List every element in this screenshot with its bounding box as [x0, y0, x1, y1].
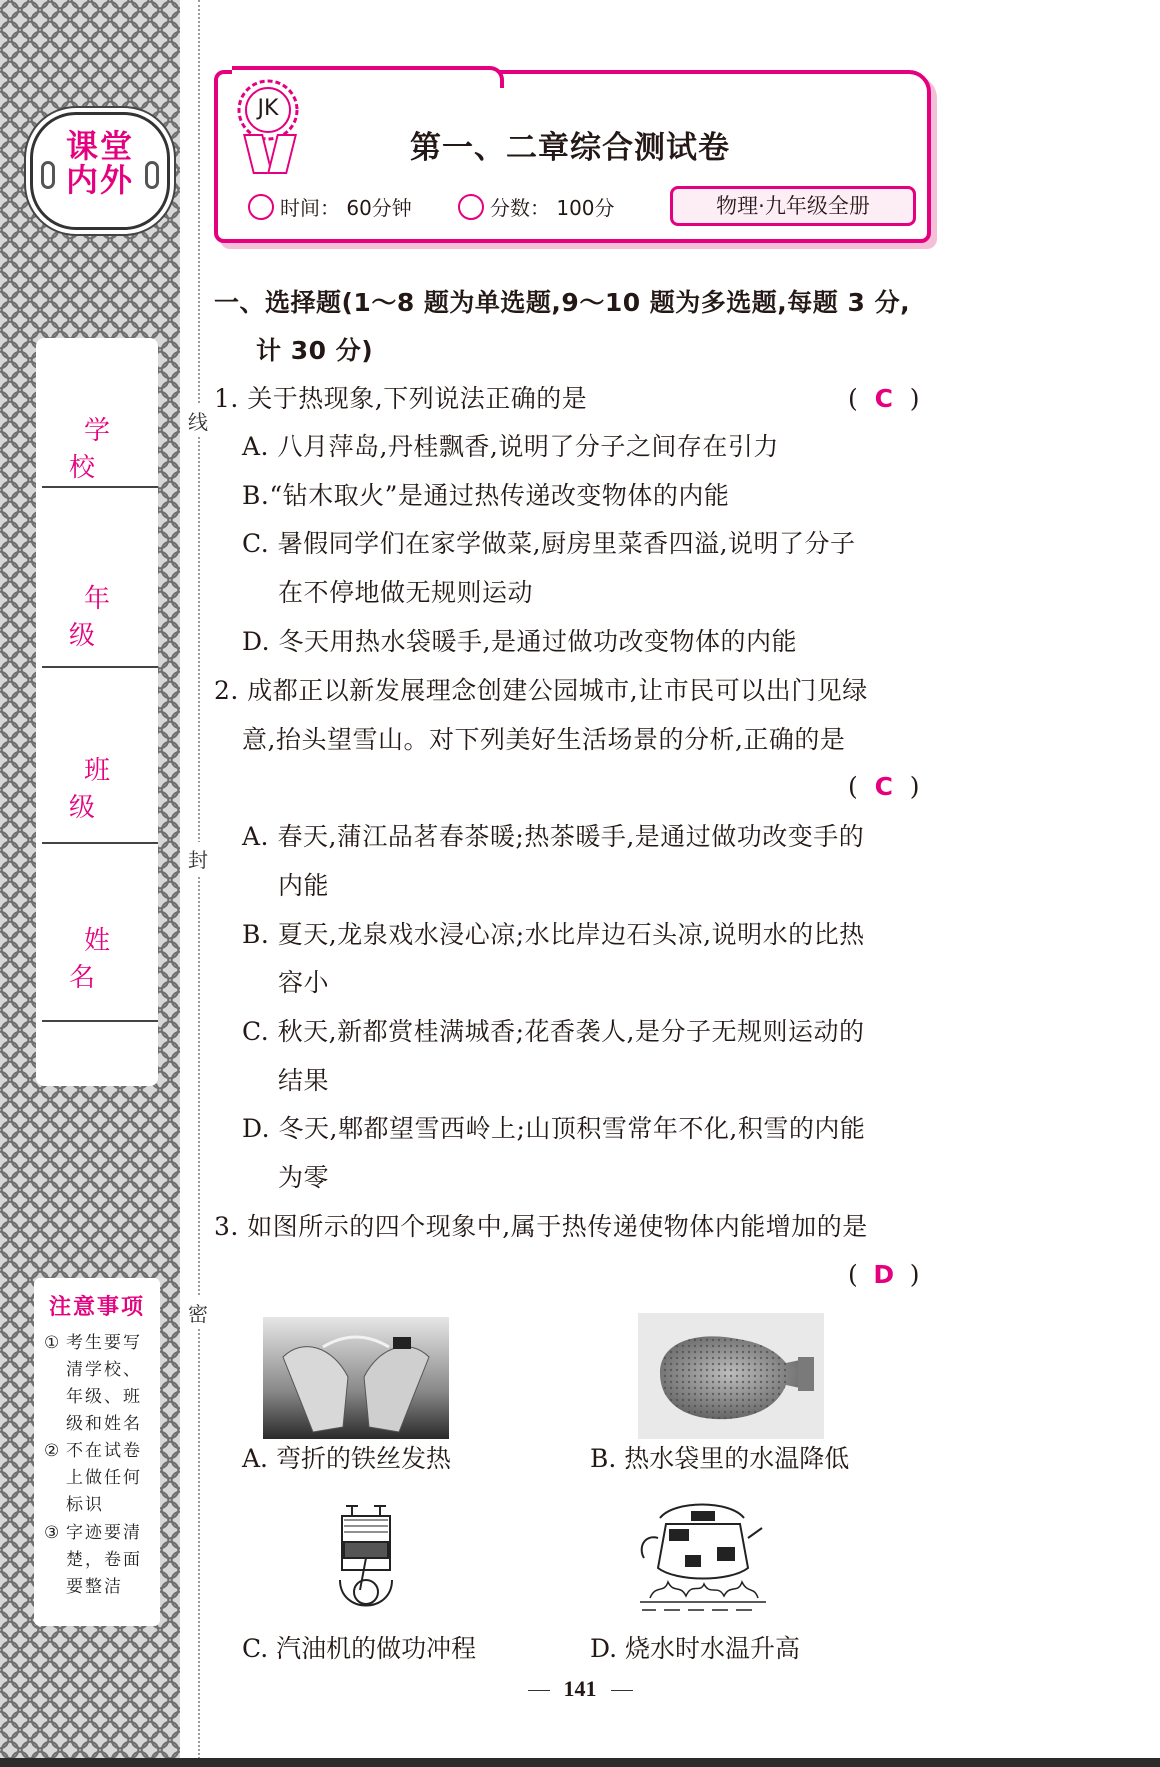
- field-name-label: 姓名: [68, 926, 140, 993]
- question-2-option-c: C. 秋天,新都赏桂满城香;花香袭人,是分子无规则运动的: [242, 1017, 865, 1046]
- page-number-dash-left: [528, 1690, 550, 1691]
- binding-word-line: 线: [188, 404, 208, 437]
- figure-b-caption: B. 热水袋里的水温降低: [590, 1444, 850, 1473]
- notes-title: 注意事项: [48, 1295, 145, 1320]
- figure-c-caption: C. 汽油机的做功冲程: [242, 1634, 477, 1663]
- question-2-answer: ( C ): [848, 772, 920, 801]
- section-heading-line-2: 计 30 分): [256, 336, 374, 365]
- hot-water-bag-photo: [638, 1313, 824, 1439]
- question-2-option-d: D. 冬天,郫都望雪西岭上;山顶积雪常年不化,积雪的内能: [242, 1114, 866, 1143]
- question-2-stem: 2. 成都正以新发展理念创建公园城市,让市民可以出门见绿: [214, 676, 868, 705]
- note-item-3: ③ 字迹要清楚，卷面要整洁: [44, 1523, 142, 1597]
- field-name-line: [42, 1020, 158, 1022]
- bending-wire-photo: [263, 1317, 449, 1439]
- boiling-kettle-diagram: [630, 1498, 776, 1620]
- field-school-line: [42, 486, 158, 488]
- figure-a-caption: A. 弯折的铁丝发热: [242, 1444, 451, 1473]
- question-1-option-c-cont: 在不停地做无规则运动: [278, 578, 534, 607]
- question-1-option-a: A. 八月萍岛,丹桂飘香,说明了分子之间存在引力: [242, 432, 779, 461]
- page-title: 第一、二章综合测试卷: [410, 130, 730, 166]
- question-2-stem-cont: 意,抬头望雪山。对下列美好生活场景的分析,正确的是: [242, 725, 846, 754]
- question-1-option-d: D. 冬天用热水袋暖手,是通过做功改变物体的内能: [242, 627, 797, 656]
- question-1-answer: ( C ): [848, 384, 920, 413]
- question-3-answer: ( D ): [848, 1260, 920, 1289]
- field-school-label: 学校: [68, 416, 140, 483]
- binding-word-secret: 密: [188, 1296, 208, 1329]
- question-1-stem: 1. 关于热现象,下列说法正确的是: [214, 384, 588, 413]
- question-2-option-a: A. 春天,蒲江品茗春茶暖;热茶暖手,是通过做功改变手的: [242, 822, 865, 851]
- student-info-panel: [36, 338, 158, 1086]
- checkmark-icon: [458, 194, 484, 220]
- question-2-option-d-cont: 为零: [278, 1163, 330, 1192]
- hourglass-icon: [248, 194, 274, 220]
- logo-line-2: 内外: [65, 161, 134, 199]
- field-class-label: 班级: [68, 756, 140, 823]
- notes-panel: [34, 1278, 160, 1626]
- badge-label: JK: [257, 96, 279, 121]
- field-grade-label: 年级: [68, 584, 140, 651]
- subject-label: 物理·九年级全册: [670, 186, 916, 226]
- question-2-option-b-cont: 容小: [278, 968, 330, 997]
- logo: [30, 112, 170, 230]
- note-item-1: ① 考生要写清学校、年级、班级和姓名: [44, 1333, 142, 1434]
- exam-time: 时间： 60分钟: [248, 192, 412, 221]
- page-number: 141: [0, 1676, 1160, 1702]
- binding-dotted-line: [198, 0, 200, 1767]
- logo-line-1: 课堂: [65, 127, 134, 165]
- logo-ornament-right: [145, 161, 159, 189]
- page-number-dash-right: [611, 1690, 633, 1691]
- logo-ornament-left: [41, 161, 55, 189]
- decorative-sidebar: [0, 0, 180, 1767]
- question-2-option-b: B. 夏天,龙泉戏水浸心凉;水比岸边石头凉,说明水的比热: [242, 920, 865, 949]
- question-2-option-c-cont: 结果: [278, 1066, 330, 1095]
- binding-word-seal: 封: [188, 842, 208, 875]
- figure-d-caption: D. 烧水时水温升高: [590, 1634, 801, 1663]
- exam-score: 分数： 100分: [458, 192, 615, 221]
- note-item-2: ② 不在试卷上做任何标识: [44, 1441, 142, 1515]
- question-1-option-b: B.“钻木取火”是通过热传递改变物体的内能: [242, 481, 730, 510]
- engine-piston-diagram: [330, 1502, 402, 1620]
- field-grade-line: [42, 666, 158, 668]
- question-2-option-a-cont: 内能: [278, 871, 330, 900]
- question-1-option-c: C. 暑假同学们在家学做菜,厨房里菜香四溢,说明了分子: [242, 529, 856, 558]
- section-heading-line-1: 一、选择题(1～8 题为单选题,9～10 题为多选题,每题 3 分,: [214, 288, 911, 317]
- bottom-edge-bar: [0, 1758, 1160, 1767]
- field-class-line: [42, 842, 158, 844]
- question-3-stem: 3. 如图所示的四个现象中,属于热传递使物体内能增加的是: [214, 1212, 868, 1241]
